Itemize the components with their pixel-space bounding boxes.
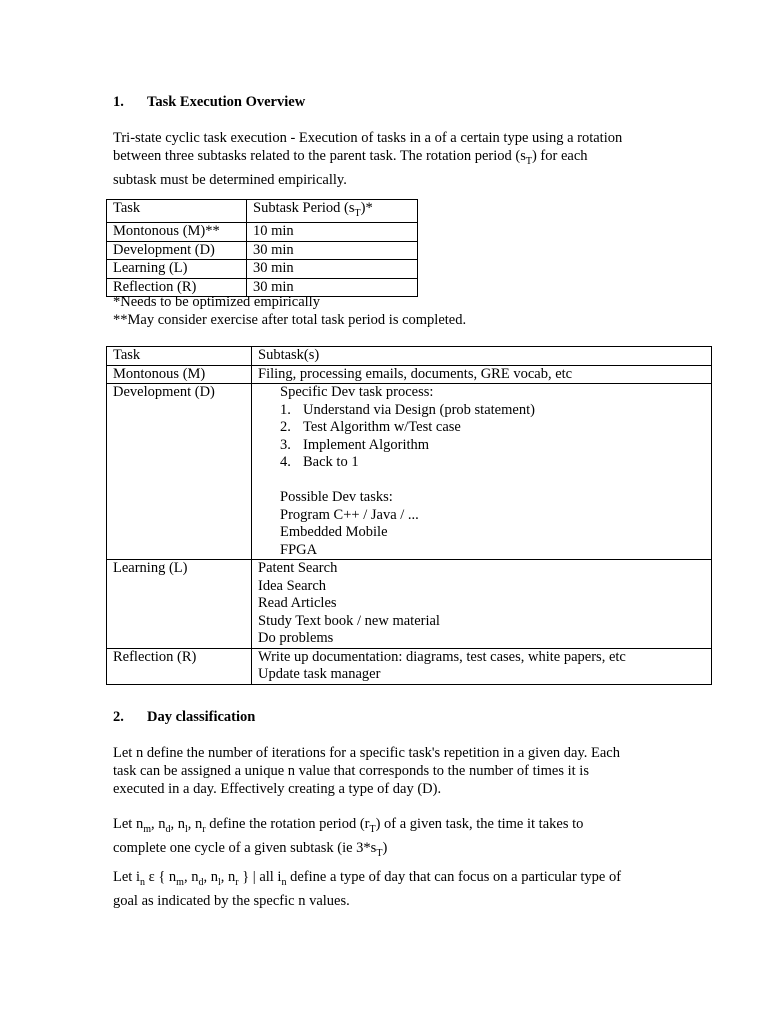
table-row <box>107 560 712 649</box>
list-item: Update task manager <box>258 666 381 682</box>
row-period: 30 min <box>247 241 418 260</box>
row-period: 30 min <box>247 260 418 279</box>
paragraph-line: Let $n_m$, $n_d$, $n_l$, $n_r$ define the rotation period $(r_T)$ of a given task, the time it takes to <box>113 816 584 835</box>
row-task: Reflection (R) <box>107 648 252 684</box>
list-item: Program C++ / Java / ... <box>280 506 419 523</box>
list-item: Embedded Mobile <box>280 524 388 540</box>
list-item: Patent Search <box>258 560 338 576</box>
day-classification-paragraph-3 <box>113 868 673 910</box>
subtask-period-table <box>106 199 418 297</box>
intro-line-2: between three subtasks related to the parent task. The rotation period $(s_T)$ for each <box>113 148 588 167</box>
paragraph-line: Let n define the number of iterations for a specific task's repetition in a given day. Each <box>113 745 620 761</box>
paragraph-line: goal as indicated by the specfic n values. <box>113 892 350 909</box>
section-2-title: Day classification <box>147 709 256 725</box>
section-1-heading <box>113 93 305 111</box>
list-item: Do problems <box>258 630 334 646</box>
row-task: Development (D) <box>107 241 247 260</box>
row-task: Montonous (M)** <box>107 223 247 242</box>
paragraph-line: executed in a day. Effectively creating a type of day (D). <box>113 781 442 797</box>
paragraph-line: task can be assigned a unique n value that corresponds to the number of times it is <box>113 763 589 779</box>
section-2-heading <box>113 708 255 726</box>
row-subtasks: Filing, processing emails, documents, GRE vocab, etc <box>252 365 712 384</box>
table-header-row <box>107 347 712 366</box>
paragraph-line: complete one cycle of a given subtask (ie $3*s_T$) <box>113 839 388 859</box>
row-task: Learning (L) <box>107 260 247 279</box>
table-1-notes <box>113 293 466 329</box>
note-2: **May consider exercise after total task period is completed. <box>113 312 467 328</box>
dev-possible-title: Possible Dev tasks: <box>280 489 393 505</box>
table-row <box>107 384 712 560</box>
list-item: Write up documentation: diagrams, test cases, white papers, etc <box>258 648 626 665</box>
table-header-row <box>107 200 418 223</box>
row-period: 10 min <box>247 223 418 242</box>
row-subtasks <box>252 648 712 684</box>
section-1-title: Task Execution Overview <box>147 94 306 110</box>
row-task: Development (D) <box>107 384 252 560</box>
list-item: 3. Implement Algorithm <box>280 436 430 453</box>
row-subtasks <box>252 560 712 649</box>
row-task: Montonous (M) <box>107 365 252 384</box>
header-period: Subtask Period $(s_T)*$ <box>247 200 418 223</box>
table-row <box>107 260 418 279</box>
list-item: FPGA <box>280 541 318 558</box>
list-item: 2. Test Algorithm w/Test case <box>280 419 461 435</box>
section-1-number: 1. <box>113 94 124 110</box>
list-item: Study Text book / new material <box>258 612 440 629</box>
section-2-number: 2. <box>113 709 124 725</box>
table-row <box>107 648 712 684</box>
row-period: 30 min <box>247 278 418 297</box>
day-classification-paragraph-2 <box>113 815 673 863</box>
list-item: 4. Back to 1 <box>280 454 359 470</box>
day-classification-paragraph-1 <box>113 744 673 798</box>
header-task: Task <box>107 200 247 223</box>
list-item: Idea Search <box>258 577 327 594</box>
intro-paragraph <box>113 129 673 189</box>
intro-line-3: subtask must be determined empirically. <box>113 171 347 188</box>
header-subtasks: Subtask(s) <box>252 347 712 366</box>
paragraph-line: Let $i_n$ ε { $n_m$, $n_d$, $n_l$, $n_r$ } | all $i_n$ define a type of day that can focus on a particular type of <box>113 869 622 888</box>
list-item: Read Articles <box>258 595 337 611</box>
subtask-detail-table <box>106 346 712 685</box>
table-row <box>107 365 712 384</box>
dev-process-title: Specific Dev task process: <box>280 384 434 400</box>
intro-line-1: Tri-state cyclic task execution - Execution of tasks in a of a certain type using a rotation <box>113 130 623 146</box>
row-task: Reflection (R) <box>107 278 247 297</box>
row-subtasks <box>252 384 712 560</box>
header-task: Task <box>107 347 252 366</box>
list-item: 1. Understand via Design (prob statement) <box>280 401 535 418</box>
note-1: *Needs to be optimized empirically <box>113 294 320 310</box>
row-task: Learning (L) <box>107 560 252 649</box>
table-row <box>107 241 418 260</box>
table-row <box>107 223 418 242</box>
dev-steps-list <box>258 402 711 472</box>
